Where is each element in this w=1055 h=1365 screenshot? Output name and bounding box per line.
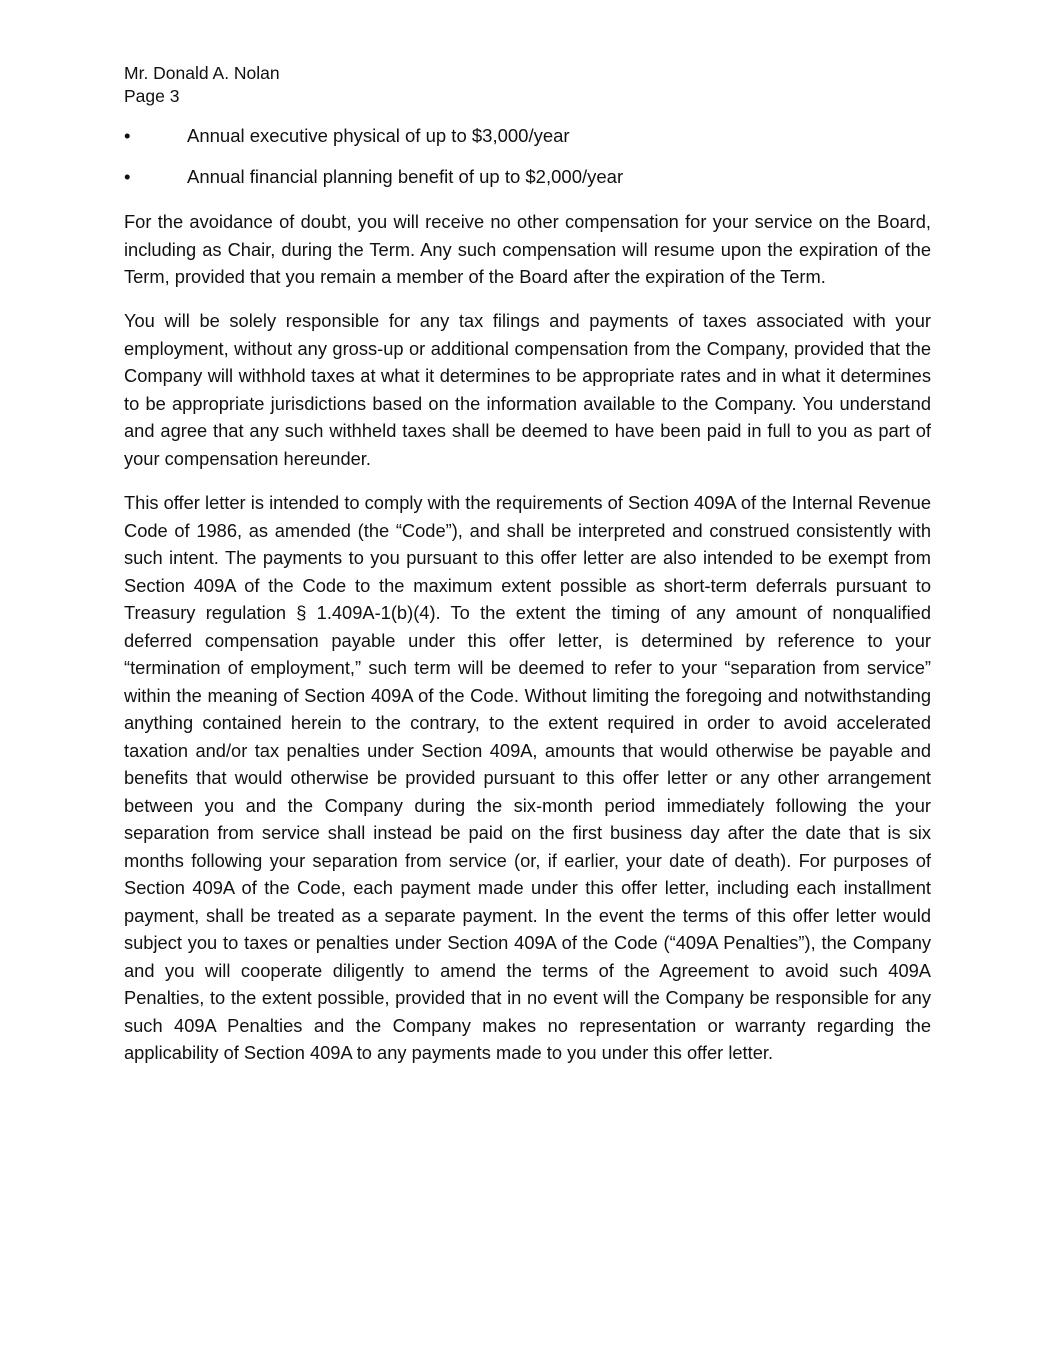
- paragraph-tax-responsibility: You will be solely responsible for any tax filings and payments of taxes associated with your employment, without any gross-up or additional compensation from the Company, provided that the Company will withhold taxes at what it determines to be appropriate rates and in what it determines to be appropriate jurisdictions based on the information available to the Company. You understand and agree that any such withheld taxes shall be deemed to have been paid in full to you as part of your compensation hereunder.: [124, 310, 931, 469]
- bullet-text: Annual financial planning benefit of up to $2,000/year: [187, 166, 624, 187]
- benefits-bullet-list: [124, 124, 936, 206]
- letter-header: [124, 62, 280, 108]
- recipient-name: Mr. Donald A. Nolan: [124, 63, 280, 83]
- paragraph-section-409a: This offer letter is intended to comply with the requirements of Section 409A of the Internal Revenue Code of 1986, as amended (the “Code”), and shall be interpreted and construed consistently with such intent. The payments to you pursuant to this offer letter are also intended to be exempt from Section 409A of the Code to the maximum extent possible as short-term deferrals pursuant to Treasury regulation § 1.409A-1(b)(4). To the extent the timing of any amount of nonqualified deferred compensation payable under this offer letter, is determined by reference to your “termination of employment,” such term will be deemed to refer to your “separation from service” within the meaning of Section 409A of the Code. Without limiting the foregoing and notwithstanding anything contained herein to the contrary, to the extent required in order to avoid accelerated taxation and/or tax penalties under Section 409A, amounts that would otherwise be payable and benefits that would otherwise be provided pursuant to this offer letter or any other arrangement between you and the Company during the six-month period immediately following the your separation from service shall instead be paid on the first business day after the date that is six months following your separation from service (or, if earlier, your date of death). For purposes of Section 409A of the Code, each payment made under this offer letter, including each installment payment, shall be treated as a separate payment. In the event the terms of this offer letter would subject you to taxes or penalties under Section 409A of the Code (“409A Penalties”), the Company and you will cooperate diligently to amend the terms of the Agreement to avoid such 409A Penalties, to the extent possible, provided that in no event will the Company be responsible for any such 409A Penalties and the Company makes no representation or warranty regarding the applicability of Section 409A to any payments made to you under this offer letter.: [124, 492, 931, 1063]
- bullet-marker: •: [124, 125, 131, 146]
- bullet-text: Annual executive physical of up to $3,000/year: [187, 125, 570, 146]
- page-number: Page 3: [124, 86, 180, 106]
- bullet-marker: •: [124, 166, 131, 187]
- bullet-item-physical: [124, 124, 936, 165]
- bullet-item-financial-planning: [124, 165, 936, 206]
- paragraph-avoidance-of-doubt: For the avoidance of doubt, you will receive no other compensation for your service on the Board, including as Chair, during the Term. Any such compensation will resume upon the expiration of the Term, provided that you remain a member of the Board after the expiration of the Term.: [124, 211, 931, 287]
